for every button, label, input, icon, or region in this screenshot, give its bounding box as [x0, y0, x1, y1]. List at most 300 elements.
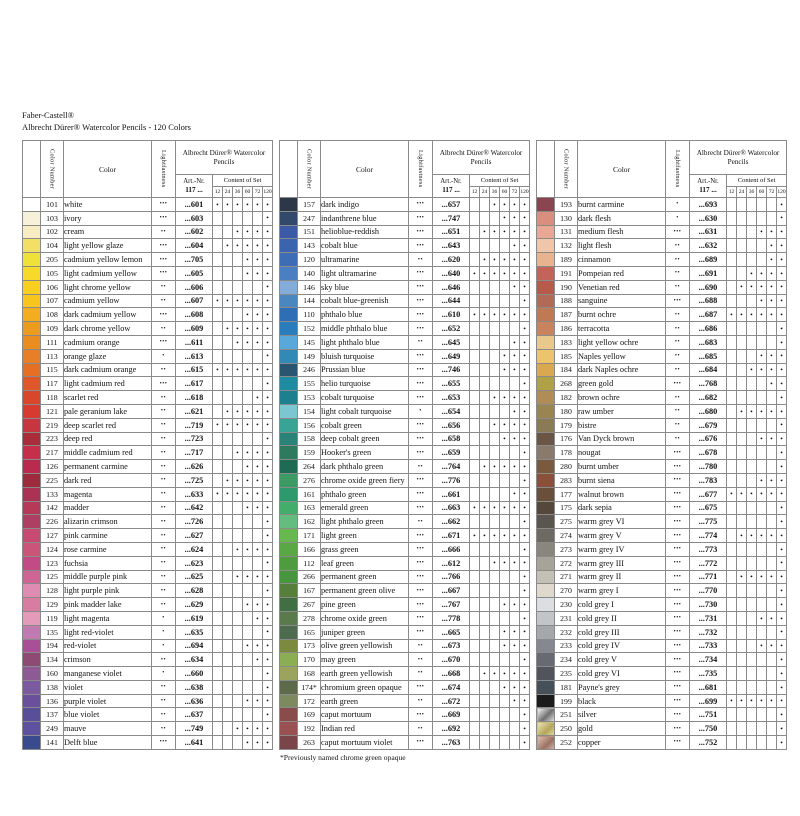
set-dot-24: • — [223, 294, 233, 308]
lightfastness-header: Lightfastness — [409, 141, 433, 198]
lightfastness-stars: ••• — [409, 584, 433, 598]
color-name: burnt ochre — [578, 308, 666, 322]
lightfastness-stars: ••• — [409, 308, 433, 322]
set-dot-60: • — [243, 446, 253, 460]
set-dot-24: • — [480, 529, 490, 543]
color-number: 124 — [41, 542, 64, 556]
color-name: chrome oxide green fiery — [321, 473, 409, 487]
set-dot-24 — [480, 625, 490, 639]
set-dot-24 — [480, 349, 490, 363]
set-dot-24 — [480, 432, 490, 446]
article-number: ...620 — [433, 253, 470, 267]
art-nr-prefix: 117 ... — [699, 185, 717, 194]
color-swatch — [537, 501, 555, 515]
lightfastness-stars: •• — [152, 515, 176, 529]
set-dot-120: • — [777, 501, 787, 515]
set-dot-60 — [243, 584, 253, 598]
lightfastness-stars: ••• — [152, 308, 176, 322]
color-name: grass green — [321, 542, 409, 556]
set-dot-12 — [727, 598, 737, 612]
color-row — [537, 322, 787, 336]
article-number: ...734 — [690, 653, 727, 667]
set-dot-12 — [213, 391, 223, 405]
set-dot-36 — [747, 515, 757, 529]
lightfastness-stars: •• — [152, 501, 176, 515]
color-row — [537, 308, 787, 322]
lightfastness-stars: ••• — [409, 280, 433, 294]
set-dot-72 — [510, 611, 520, 625]
color-swatch — [280, 322, 298, 336]
color-swatch — [537, 694, 555, 708]
set-dot-60 — [757, 708, 767, 722]
lightfastness-stars: ••• — [666, 611, 690, 625]
set-dot-36 — [490, 542, 500, 556]
color-name: light cobalt turquoise — [321, 404, 409, 418]
lightfastness-stars: ••• — [666, 680, 690, 694]
color-number: 123 — [41, 556, 64, 570]
set-dot-60 — [500, 694, 510, 708]
color-name: brown ochre — [578, 391, 666, 405]
set-dot-36 — [233, 529, 243, 543]
color-row — [280, 239, 530, 253]
lightfastness-stars: ••• — [409, 391, 433, 405]
color-row — [23, 667, 273, 681]
set-dot-120: • — [263, 639, 273, 653]
set-dot-120: • — [520, 294, 530, 308]
lightfastness-stars: ••• — [152, 198, 176, 212]
color-name: cinnamon — [578, 253, 666, 267]
color-swatch — [537, 542, 555, 556]
set-dot-72 — [767, 584, 777, 598]
lightfastness-stars: ••• — [409, 363, 433, 377]
lightfastness-stars: •• — [666, 266, 690, 280]
color-name: magenta — [64, 487, 152, 501]
color-swatch — [537, 349, 555, 363]
color-row — [537, 211, 787, 225]
set-dot-72: • — [510, 198, 520, 212]
set-dot-36 — [747, 211, 757, 225]
set-dot-60 — [500, 404, 510, 418]
color-row — [537, 487, 787, 501]
set-dot-120: • — [263, 653, 273, 667]
set-dot-24 — [737, 722, 747, 736]
color-name: pale geranium lake — [64, 404, 152, 418]
article-number: ...638 — [176, 680, 213, 694]
set-dot-72: • — [510, 487, 520, 501]
set-dot-120: • — [263, 239, 273, 253]
color-name: middle cadmium red — [64, 446, 152, 460]
color-number: 180 — [555, 404, 578, 418]
set-dot-12 — [470, 639, 480, 653]
color-number: 138 — [41, 680, 64, 694]
set-dot-36 — [747, 377, 757, 391]
color-name: chromium green opaque — [321, 680, 409, 694]
set-dot-36: • — [233, 335, 243, 349]
set-dot-72: • — [510, 225, 520, 239]
set-dot-24 — [480, 570, 490, 584]
color-name: crimson — [64, 653, 152, 667]
set-dot-36 — [747, 680, 757, 694]
lightfastness-stars: ••• — [409, 611, 433, 625]
set-dot-72: • — [253, 639, 263, 653]
swatch-column-header — [280, 141, 298, 198]
set-dot-36: • — [233, 294, 243, 308]
set-dot-72 — [767, 556, 777, 570]
set-dot-24 — [737, 667, 747, 681]
color-swatch — [537, 722, 555, 736]
color-row — [537, 680, 787, 694]
set-dot-12 — [213, 501, 223, 515]
color-number: 230 — [555, 598, 578, 612]
color-name: dark cadmium yellow — [64, 308, 152, 322]
set-dot-12 — [470, 667, 480, 681]
lightfastness-stars: ••• — [666, 529, 690, 543]
article-number: ...723 — [176, 432, 213, 446]
color-number: 231 — [555, 611, 578, 625]
set-dot-12 — [727, 377, 737, 391]
color-number: 163 — [298, 501, 321, 515]
color-name: light flesh — [578, 239, 666, 253]
color-swatch — [23, 432, 41, 446]
set-dot-36 — [490, 473, 500, 487]
color-name: dark phthalo green — [321, 460, 409, 474]
set-dot-120: • — [777, 280, 787, 294]
color-row — [23, 639, 273, 653]
color-row — [537, 625, 787, 639]
color-header: Color — [321, 141, 409, 198]
lightfastness-stars: •• — [152, 570, 176, 584]
color-number: 246 — [298, 363, 321, 377]
color-name: orange glaze — [64, 349, 152, 363]
lightfastness-stars: • — [666, 211, 690, 225]
set-dot-60 — [243, 280, 253, 294]
color-row — [280, 335, 530, 349]
color-number: 161 — [298, 487, 321, 501]
set-dot-12 — [727, 266, 737, 280]
set-dot-120: • — [520, 335, 530, 349]
set-dot-120: • — [777, 322, 787, 336]
set-dot-72 — [767, 515, 777, 529]
color-row — [280, 349, 530, 363]
color-number: 272 — [555, 556, 578, 570]
color-swatch — [537, 487, 555, 501]
set-dot-120: • — [263, 391, 273, 405]
color-name: black — [578, 694, 666, 708]
set-dot-120: • — [777, 680, 787, 694]
set-dot-24 — [223, 211, 233, 225]
color-row — [280, 653, 530, 667]
set-dot-24 — [223, 266, 233, 280]
article-number: ...773 — [690, 542, 727, 556]
set-dot-72 — [510, 722, 520, 736]
color-number: 108 — [41, 308, 64, 322]
color-swatch — [280, 211, 298, 225]
set-size-header-12: 12 — [213, 187, 223, 198]
lightfastness-stars: ••• — [409, 446, 433, 460]
set-dot-60 — [243, 667, 253, 681]
color-number: 168 — [298, 667, 321, 681]
set-dot-120: • — [263, 542, 273, 556]
article-number: ...631 — [690, 225, 727, 239]
set-dot-36: • — [747, 694, 757, 708]
color-number: 146 — [298, 280, 321, 294]
set-dot-120: • — [777, 722, 787, 736]
color-swatch — [537, 625, 555, 639]
set-dot-24 — [737, 418, 747, 432]
set-dot-12: • — [470, 266, 480, 280]
color-swatch — [23, 708, 41, 722]
set-size-header-60: 60 — [500, 187, 510, 198]
lightfastness-stars: ••• — [666, 515, 690, 529]
lightfastness-stars: •• — [666, 335, 690, 349]
set-dot-12 — [470, 294, 480, 308]
color-swatch — [537, 391, 555, 405]
set-dot-72 — [253, 680, 263, 694]
set-dot-36 — [490, 653, 500, 667]
set-dot-60: • — [500, 460, 510, 474]
set-dot-60: • — [243, 418, 253, 432]
color-swatch — [537, 529, 555, 543]
color-name: copper — [578, 736, 666, 750]
set-dot-36: • — [490, 308, 500, 322]
color-name: cold grey II — [578, 611, 666, 625]
set-dot-36 — [490, 404, 500, 418]
color-row — [280, 639, 530, 653]
set-dot-72: • — [510, 694, 520, 708]
set-dot-36: • — [233, 225, 243, 239]
set-dot-72: • — [510, 266, 520, 280]
color-swatch — [537, 460, 555, 474]
color-number: 136 — [41, 694, 64, 708]
article-number: ...678 — [690, 446, 727, 460]
lightfastness-stars: ••• — [409, 487, 433, 501]
lightfastness-stars: •• — [152, 446, 176, 460]
color-number: 106 — [41, 280, 64, 294]
set-dot-120: • — [777, 570, 787, 584]
set-dot-72: • — [510, 211, 520, 225]
set-dot-72: • — [253, 253, 263, 267]
set-dot-72: • — [510, 529, 520, 543]
color-row — [280, 598, 530, 612]
set-dot-24: • — [223, 198, 233, 212]
set-dot-24 — [480, 211, 490, 225]
set-dot-60: • — [500, 667, 510, 681]
set-dot-60 — [757, 211, 767, 225]
set-dot-24 — [737, 363, 747, 377]
set-dot-72: • — [767, 487, 777, 501]
color-name: helio turquoise — [321, 377, 409, 391]
article-number: ...659 — [433, 446, 470, 460]
set-dot-72 — [767, 542, 777, 556]
set-dot-12 — [727, 404, 737, 418]
set-dot-36 — [233, 501, 243, 515]
set-dot-120: • — [777, 211, 787, 225]
article-number: ...668 — [433, 667, 470, 681]
set-dot-12: • — [213, 418, 223, 432]
set-dot-36 — [233, 639, 243, 653]
set-dot-60 — [500, 736, 510, 750]
article-number: ...675 — [690, 501, 727, 515]
content-of-set-header: Content of Set — [727, 175, 787, 187]
lightfastness-stars: •• — [152, 391, 176, 405]
lightfastness-stars: • — [152, 611, 176, 625]
lightfastness-stars: ••• — [409, 198, 433, 212]
set-dot-24 — [480, 198, 490, 212]
color-row — [23, 598, 273, 612]
product-group-header: Albrecht Dürer® Watercolor Pencils — [433, 141, 530, 175]
color-row — [537, 377, 787, 391]
article-number: ...677 — [690, 487, 727, 501]
color-name: deep cobalt green — [321, 432, 409, 446]
set-dot-60: • — [500, 418, 510, 432]
color-swatch — [280, 515, 298, 529]
set-dot-72 — [767, 625, 777, 639]
set-dot-12 — [470, 418, 480, 432]
article-number: ...603 — [176, 211, 213, 225]
color-row — [23, 653, 273, 667]
color-number: 283 — [555, 473, 578, 487]
color-row — [23, 625, 273, 639]
color-swatch — [537, 253, 555, 267]
set-dot-24 — [737, 501, 747, 515]
set-dot-120: • — [263, 294, 273, 308]
set-dot-72: • — [253, 446, 263, 460]
color-number: 103 — [41, 211, 64, 225]
lightfastness-stars: ••• — [409, 625, 433, 639]
lightfastness-stars: ••• — [409, 473, 433, 487]
lightfastness-stars: • — [152, 667, 176, 681]
set-dot-120: • — [777, 363, 787, 377]
color-name: light yellow glaze — [64, 239, 152, 253]
color-name: mauve — [64, 722, 152, 736]
lightfastness-stars: •• — [409, 460, 433, 474]
color-row — [537, 432, 787, 446]
article-number: ...778 — [433, 611, 470, 625]
set-dot-72: • — [510, 639, 520, 653]
set-dot-120: • — [520, 542, 530, 556]
set-dot-72: • — [253, 418, 263, 432]
set-dot-24: • — [480, 253, 490, 267]
color-swatch — [23, 225, 41, 239]
set-dot-60 — [500, 611, 510, 625]
article-number: ...634 — [176, 653, 213, 667]
set-dot-36 — [490, 680, 500, 694]
set-dot-72: • — [253, 487, 263, 501]
color-row — [537, 694, 787, 708]
color-number: 173 — [298, 639, 321, 653]
color-swatch — [280, 335, 298, 349]
set-dot-24: • — [223, 418, 233, 432]
color-row — [537, 639, 787, 653]
color-row — [537, 570, 787, 584]
article-number: ...607 — [176, 294, 213, 308]
set-dot-120: • — [777, 418, 787, 432]
color-row — [23, 722, 273, 736]
color-name: medium flesh — [578, 225, 666, 239]
set-dot-36: • — [747, 266, 757, 280]
lightfastness-stars: ••• — [409, 294, 433, 308]
set-dot-24: • — [737, 529, 747, 543]
set-dot-12 — [470, 625, 480, 639]
article-number: ...681 — [690, 680, 727, 694]
set-dot-24 — [737, 266, 747, 280]
color-name: alizarin crimson — [64, 515, 152, 529]
set-dot-120: • — [520, 584, 530, 598]
set-dot-60: • — [500, 598, 510, 612]
lightfastness-stars: ••• — [409, 598, 433, 612]
article-number: ...637 — [176, 708, 213, 722]
color-swatch — [537, 266, 555, 280]
set-dot-60: • — [757, 432, 767, 446]
color-row — [280, 570, 530, 584]
set-dot-12 — [470, 432, 480, 446]
set-dot-12 — [727, 460, 737, 474]
color-name: light yellow ochre — [578, 335, 666, 349]
color-number: 137 — [41, 708, 64, 722]
color-number: 170 — [298, 653, 321, 667]
color-number: 119 — [41, 611, 64, 625]
set-dot-24 — [480, 473, 490, 487]
color-name: red-violet — [64, 639, 152, 653]
color-number: 190 — [555, 280, 578, 294]
set-dot-72 — [767, 722, 777, 736]
set-dot-36: • — [233, 418, 243, 432]
set-dot-72 — [253, 708, 263, 722]
lightfastness-stars: •• — [152, 460, 176, 474]
color-name: Indian red — [321, 722, 409, 736]
article-number: ...633 — [176, 487, 213, 501]
set-dot-24: • — [223, 363, 233, 377]
color-name: dark cadmium orange — [64, 363, 152, 377]
set-dot-36 — [490, 611, 500, 625]
color-swatch — [23, 501, 41, 515]
set-dot-60 — [757, 680, 767, 694]
set-dot-36 — [747, 667, 757, 681]
color-swatch — [23, 211, 41, 225]
color-name: sky blue — [321, 280, 409, 294]
set-dot-12 — [213, 515, 223, 529]
set-dot-72: • — [510, 667, 520, 681]
set-dot-24 — [223, 308, 233, 322]
art-nr-prefix: 117 ... — [185, 185, 203, 194]
set-dot-120: • — [777, 639, 787, 653]
color-swatch — [537, 556, 555, 570]
color-number: 270 — [555, 584, 578, 598]
set-dot-72: • — [253, 501, 263, 515]
article-number: ...732 — [690, 625, 727, 639]
set-dot-72: • — [510, 280, 520, 294]
color-number: 127 — [41, 529, 64, 543]
set-dot-72 — [767, 653, 777, 667]
color-row — [23, 542, 273, 556]
set-dot-36 — [747, 349, 757, 363]
swatch-column-header — [537, 141, 555, 198]
set-dot-36 — [747, 460, 757, 474]
color-number: 129 — [41, 598, 64, 612]
color-swatch — [280, 625, 298, 639]
color-swatch — [537, 736, 555, 750]
article-number: ...609 — [176, 322, 213, 336]
color-swatch — [537, 294, 555, 308]
set-dot-60: • — [243, 239, 253, 253]
article-number: ...640 — [433, 266, 470, 280]
set-dot-120: • — [263, 584, 273, 598]
set-dot-24 — [223, 708, 233, 722]
color-name: rose carmine — [64, 542, 152, 556]
set-dot-12 — [727, 335, 737, 349]
color-number: 115 — [41, 363, 64, 377]
color-swatch — [280, 667, 298, 681]
